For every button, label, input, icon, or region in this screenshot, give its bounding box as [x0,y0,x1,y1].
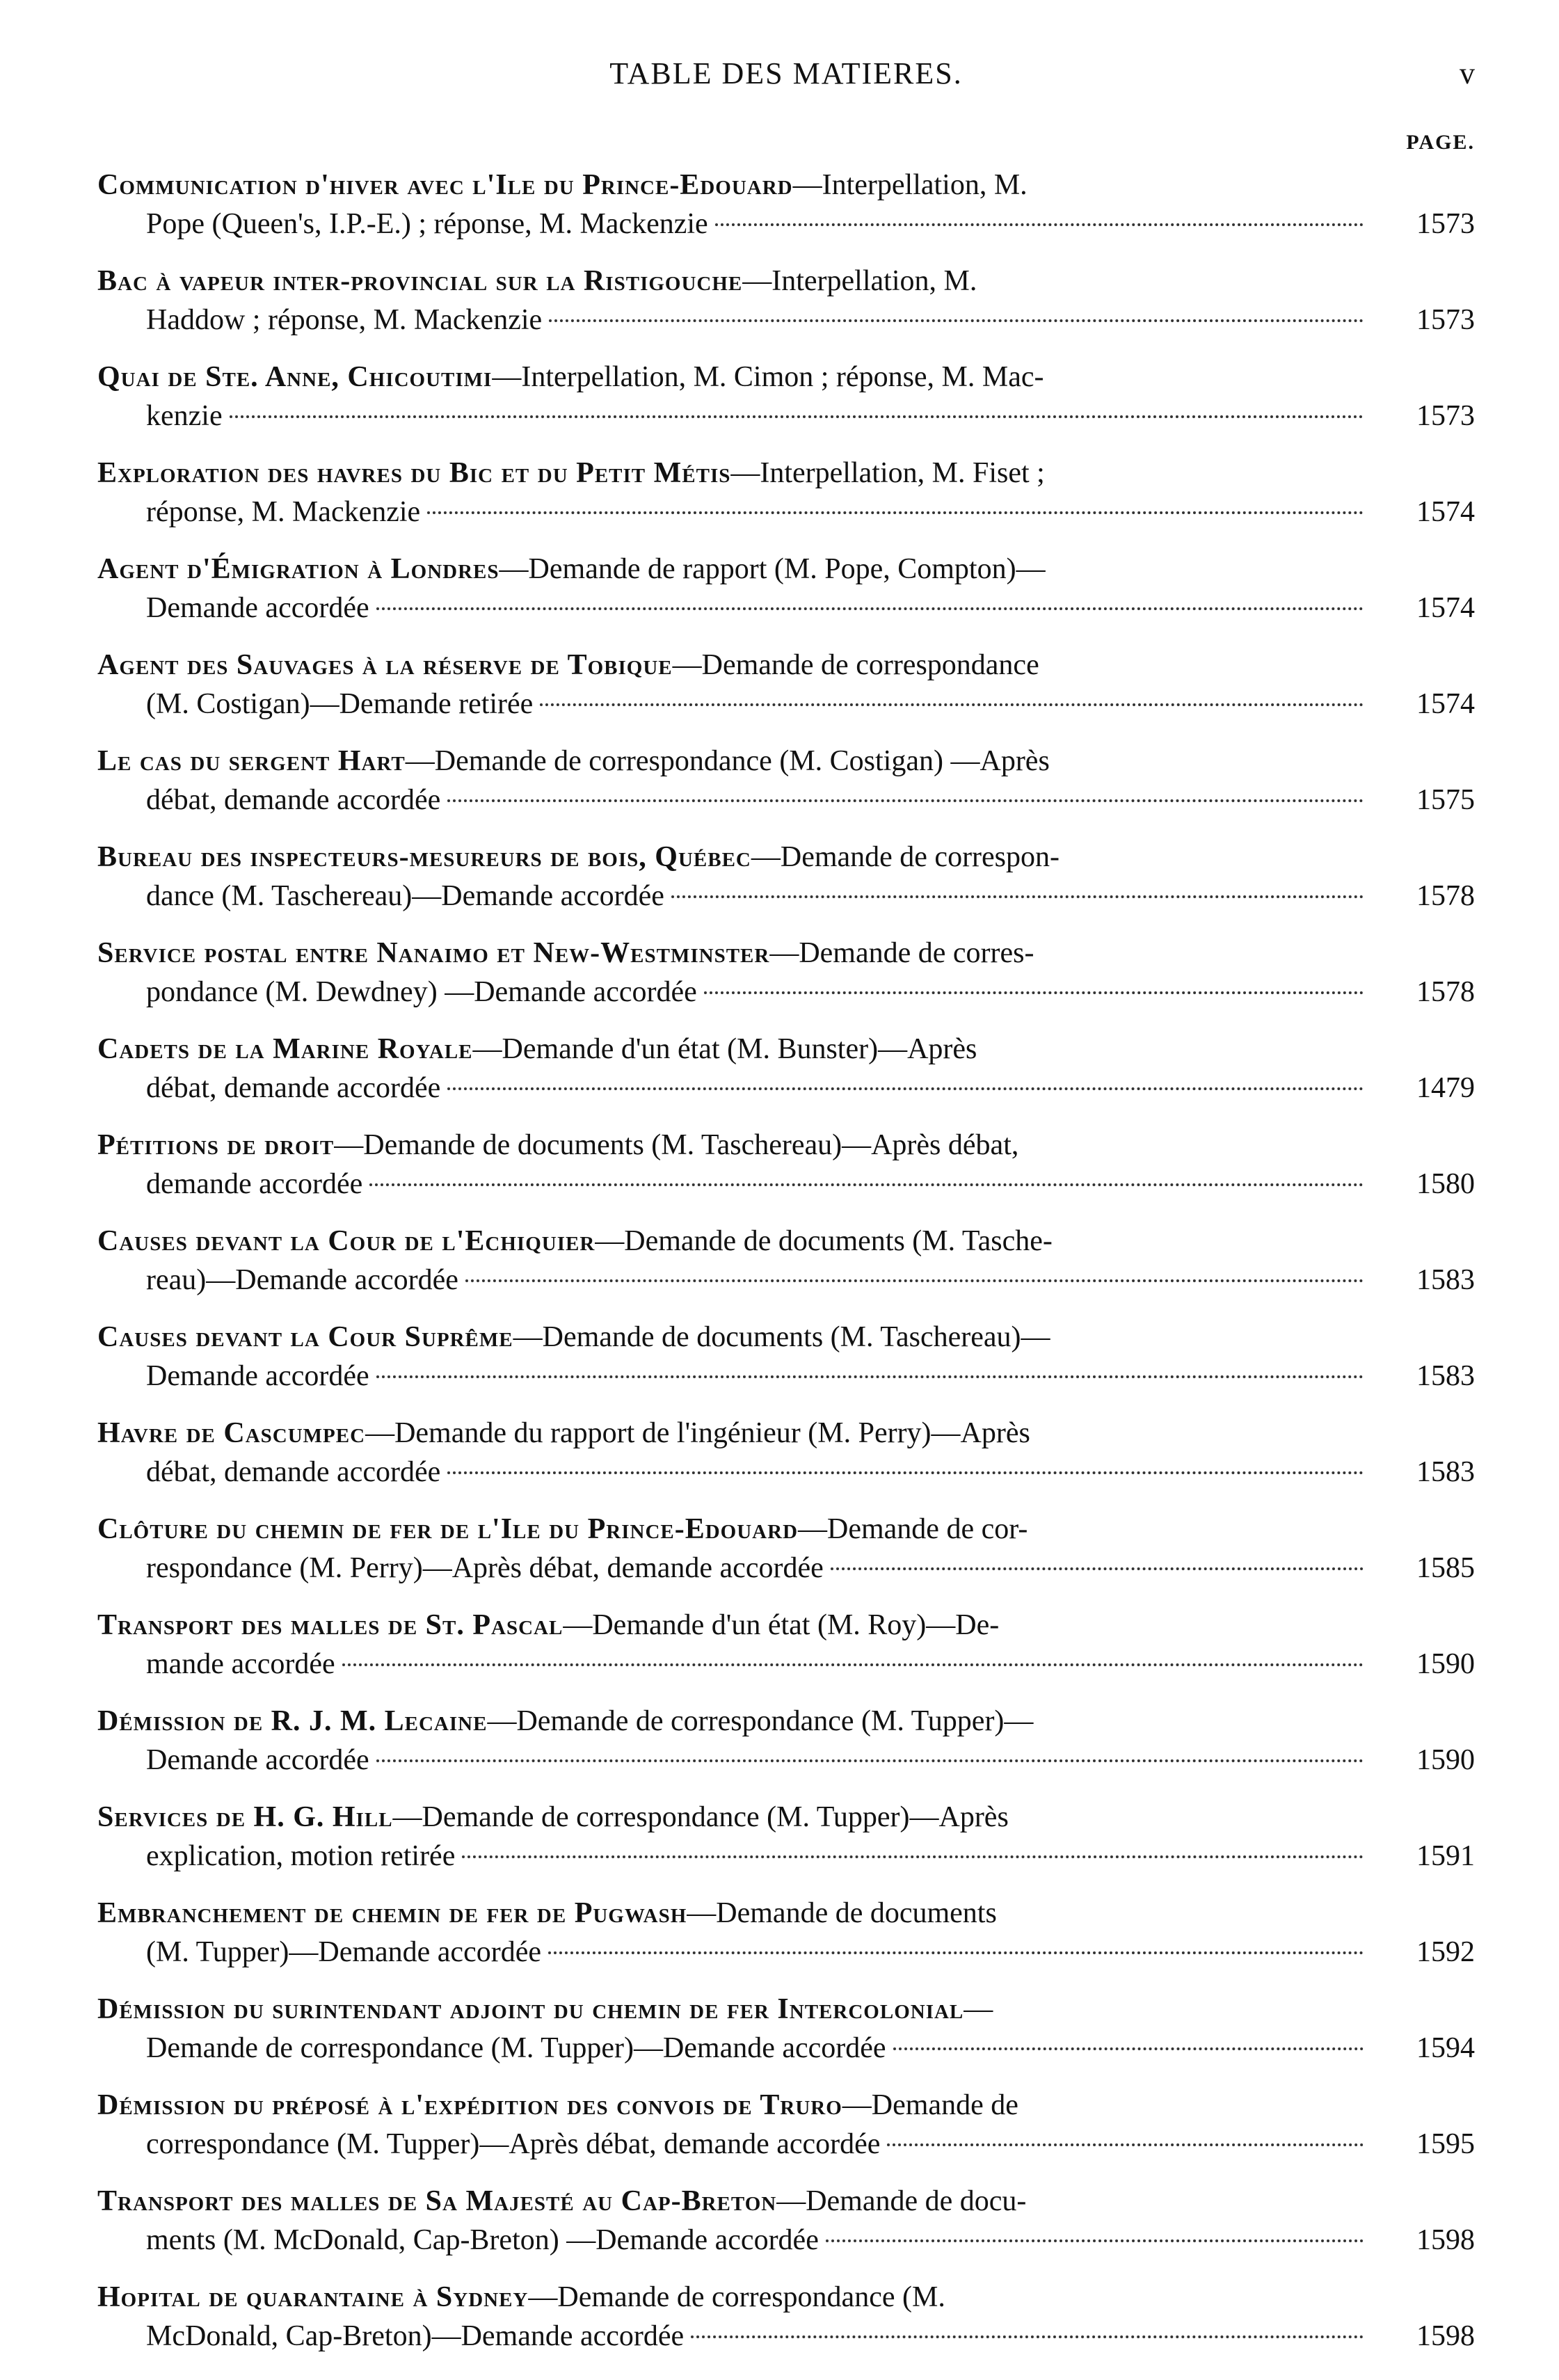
toc-entry-text: —Demande de cor- [798,1513,1028,1545]
toc-page-number: 1573 [1416,304,1475,336]
toc-entry-last-line [97,685,1370,724]
toc-entry-heading: Agent d'Émigration à Londres [97,553,499,585]
toc-entry-text: —Demande de rapport (M. Pope, Compton)— [499,553,1046,585]
toc-page-number: 1590 [1416,1744,1475,1776]
toc-entry-heading: Pétitions de droit [97,1129,335,1161]
toc-entries [97,166,1475,2356]
toc-page-number: 1583 [1416,1456,1475,1488]
toc-entry-heading: Exploration des havres du Bic et du Petit Métis [97,457,731,489]
toc-page-number: 1578 [1416,976,1475,1008]
toc-entry-first-line [97,2086,1370,2125]
toc-entry-text: — [964,1993,993,2025]
toc-entry-first-line [97,166,1370,205]
dot-leader [230,415,1364,418]
toc-page-number: 1574 [1416,496,1475,528]
toc-entry-first-line [97,1606,1370,1645]
dot-leader [447,1087,1364,1090]
toc-entry-heading: Causes devant la Cour de l'Echiquier [97,1225,595,1257]
dot-leader [691,2335,1364,2338]
toc-entry [97,1318,1475,1396]
toc-entry-text: —Demande de correspondance (M. Tupper)— [487,1705,1034,1737]
dot-leader [826,2239,1364,2242]
toc-entry-continuation: débat, demande accordée [146,1072,441,1104]
dot-leader [369,1183,1364,1186]
toc-entry [97,166,1475,243]
toc-entry-continuation: Haddow ; réponse, M. Mackenzie [146,304,543,336]
toc-page-number: 1574 [1416,688,1475,720]
toc-entry [97,550,1475,628]
toc-entry-continuation: reau)—Demande accordée [146,1264,458,1296]
dot-leader [376,1375,1364,1378]
toc-entry-text: —Interpellation, M. Cimon ; réponse, M. Mac- [492,361,1044,393]
toc-entry-continuation: dance (M. Taschereau)—Demande accordée [146,880,664,912]
toc-page-number: 1479 [1416,1072,1475,1104]
toc-entry-heading: Quai de Ste. Anne, Chicoutimi [97,361,493,393]
toc-entry-last-line [97,1837,1370,1876]
toc-entry [97,454,1475,532]
dot-leader [342,1663,1364,1666]
toc-entry-last-line [97,1357,1370,1396]
toc-entry-text: —Demande du rapport de l'ingénieur (M. Perry)—Après [365,1417,1030,1449]
toc-entry-last-line [97,1069,1370,1108]
toc-entry-last-line [97,397,1370,436]
toc-entry [97,1222,1475,1300]
toc-entry-first-line [97,1894,1370,1933]
toc-entry-first-line [97,2182,1370,2221]
toc-entry-text: —Demande de documents (M. Tasche- [595,1225,1053,1257]
toc-entry-last-line [97,877,1370,916]
toc-page-number: 1583 [1416,1264,1475,1296]
toc-entry-text: —Demande de correspondance (M. Tupper)—Après [392,1801,1009,1833]
toc-page-number: 1574 [1416,592,1475,624]
toc-entry-last-line [97,1741,1370,1780]
toc-entry [97,1990,1475,2068]
toc-entry-first-line [97,358,1370,397]
folio-number: v [1460,56,1475,90]
dot-leader [549,319,1364,322]
toc-entry-text: —Demande de correspon- [751,841,1060,873]
toc-entry-text: —Demande de docu- [776,2185,1027,2217]
running-head [97,56,1475,111]
toc-page-number: 1583 [1416,1360,1475,1392]
toc-entry [97,2086,1475,2164]
toc-page-number: 1598 [1416,2224,1475,2256]
toc-page-number: 1590 [1416,1648,1475,1680]
toc-entry-continuation: ments (M. McDonald, Cap-Breton) —Demande accordée [146,2224,819,2256]
toc-entry-first-line [97,1126,1370,1165]
document-page [97,56,1475,2351]
toc-entry-first-line [97,1702,1370,1741]
toc-entry [97,1606,1475,1684]
toc-entry [97,1126,1475,1204]
toc-entry-text: —Demande de documents (M. Taschereau)—Après débat, [334,1129,1019,1161]
toc-entry-text: —Demande de correspondance [672,649,1039,681]
toc-entry-first-line [97,1990,1370,2029]
toc-entry-heading: Transport des malles de Sa Majesté au Cap-Breton [97,2185,777,2217]
toc-entry-continuation: Demande accordée [146,1360,369,1392]
toc-entry-last-line [97,1549,1370,1588]
toc-entry [97,934,1475,1012]
toc-entry-last-line [97,973,1370,1012]
toc-entry-continuation: réponse, M. Mackenzie [146,496,421,528]
toc-entry-continuation: McDonald, Cap-Breton)—Demande accordée [146,2320,685,2352]
toc-entry-first-line [97,1510,1370,1549]
toc-entry-heading: Communication d'hiver avec l'Ile du Prince-Edouard [97,169,793,201]
toc-entry [97,646,1475,724]
toc-entry-heading: Bureau des inspecteurs-mesureurs de bois, Québec [97,841,751,873]
toc-entry-first-line [97,742,1370,781]
toc-entry-last-line [97,1645,1370,1684]
toc-entry [97,358,1475,436]
toc-entry-text: —Demande d'un état (M. Bunster)—Après [472,1033,977,1065]
toc-entry-continuation: débat, demande accordée [146,1456,441,1488]
toc-entry [97,1414,1475,1492]
toc-entry-last-line [97,1933,1370,1972]
toc-entry-text: —Demande de correspondance (M. Costigan) —Après [405,745,1050,777]
toc-entry-heading: Démission de R. J. M. Lecaine [97,1705,488,1737]
dot-leader [887,2143,1364,2146]
toc-page-number: 1598 [1416,2320,1475,2352]
toc-entry-heading: Cadets de la Marine Royale [97,1033,473,1065]
page-title: TABLE DES MATIERES. [609,56,963,90]
toc-entry-text: —Interpellation, M. [792,169,1028,201]
toc-entry-heading: Bac à vapeur inter-provincial sur la Ristigouche [97,265,743,297]
toc-entry-first-line [97,1222,1370,1261]
dot-leader [447,1471,1364,1474]
dot-leader [427,511,1364,514]
toc-entry [97,1510,1475,1588]
toc-entry-continuation: Pope (Queen's, I.P.-E.) ; réponse, M. Mackenzie [146,208,708,240]
toc-entry-heading: Démission du surintendant adjoint du chemin de fer Intercolonial [97,1993,964,2025]
toc-entry-continuation: correspondance (M. Tupper)—Après débat, demande accordée [146,2128,881,2160]
toc-entry-first-line [97,1318,1370,1357]
toc-entry-continuation: Demande accordée [146,1744,369,1776]
toc-entry-heading: Services de H. G. Hill [97,1801,393,1833]
toc-entry-last-line [97,589,1370,628]
toc-entry-continuation: (M. Tupper)—Demande accordée [146,1936,541,1968]
toc-entry-text: —Demande d'un état (M. Roy)—De- [563,1609,1000,1641]
toc-entry-first-line [97,1030,1370,1069]
toc-entry [97,2278,1475,2356]
toc-entry-first-line [97,550,1370,589]
toc-page-number: 1573 [1416,400,1475,432]
toc-page-number: 1595 [1416,2128,1475,2160]
dot-leader [465,1279,1364,1282]
toc-entry [97,1894,1475,1972]
toc-entry [97,1798,1475,1876]
toc-entry-first-line [97,646,1370,685]
dot-leader [671,895,1364,898]
toc-page-number: 1592 [1416,1936,1475,1968]
toc-entry-text: —Interpellation, M. Fiset ; [730,457,1045,489]
toc-page-number: 1591 [1416,1840,1475,1872]
toc-entry [97,262,1475,340]
toc-entry-continuation: explication, motion retirée [146,1840,456,1872]
toc-entry-first-line [97,1798,1370,1837]
toc-entry [97,1702,1475,1780]
toc-entry-last-line [97,1261,1370,1300]
toc-entry-text: —Demande de documents [687,1897,997,1929]
toc-entry-first-line [97,2278,1370,2317]
toc-entry-continuation: Demande de correspondance (M. Tupper)—Demande accordée [146,2032,886,2064]
toc-entry-text: —Interpellation, M. [742,265,977,297]
toc-entry-last-line [97,2317,1370,2356]
dot-leader [893,2047,1364,2050]
dot-leader [540,703,1364,706]
toc-entry-last-line [97,205,1370,243]
toc-entry-last-line [97,1165,1370,1204]
toc-entry [97,1030,1475,1108]
toc-entry-last-line [97,781,1370,820]
dot-leader [447,799,1364,802]
toc-page-number: 1575 [1416,784,1475,816]
toc-entry-heading: Transport des malles de St. Pascal [97,1609,563,1641]
toc-entry-text: —Demande de documents (M. Taschereau)— [513,1321,1050,1353]
toc-entry-heading: Agent des Sauvages à la réserve de Tobique [97,649,673,681]
toc-entry-heading: Causes devant la Cour Suprême [97,1321,513,1353]
toc-entry-continuation: Demande accordée [146,592,369,624]
toc-entry-continuation: (M. Costigan)—Demande retirée [146,688,534,720]
dot-leader [376,607,1364,610]
toc-entry-text: —Demande de [842,2089,1018,2121]
toc-entry-last-line [97,2221,1370,2260]
toc-entry-first-line [97,454,1370,493]
toc-entry-first-line [97,838,1370,877]
toc-entry-continuation: mande accordée [146,1648,335,1680]
toc-entry-heading: Le cas du sergent Hart [97,745,406,777]
toc-entry-heading: Embranchement de chemin de fer de Pugwash [97,1897,687,1929]
toc-entry-text: —Demande de corres- [769,937,1034,969]
toc-entry [97,838,1475,916]
toc-entry [97,2182,1475,2260]
toc-entry-continuation: demande accordée [146,1168,363,1200]
toc-entry-first-line [97,262,1370,301]
toc-entry [97,742,1475,820]
toc-entry-continuation: kenzie [146,400,223,432]
toc-entry-text: —Demande de correspondance (M. [528,2281,945,2313]
dot-leader [704,991,1364,994]
toc-page-number: 1578 [1416,880,1475,912]
toc-entry-last-line [97,1453,1370,1492]
dot-leader [831,1567,1364,1570]
toc-entry-first-line [97,934,1370,973]
toc-page-number: 1585 [1416,1552,1475,1584]
dot-leader [548,1951,1364,1954]
dot-leader [462,1855,1364,1858]
toc-entry-last-line [97,2029,1370,2068]
toc-page-number: 1594 [1416,2032,1475,2064]
toc-entry-last-line [97,493,1370,532]
toc-entry-first-line [97,1414,1370,1453]
dot-leader [376,1759,1364,1762]
toc-entry-heading: Démission du préposé à l'expédition des convois de Truro [97,2089,842,2121]
toc-entry-heading: Clôture du chemin de fer de l'Ile du Prince-Edouard [97,1513,799,1545]
toc-entry-heading: Hopital de quarantaine à Sydney [97,2281,529,2313]
toc-page-number: 1580 [1416,1168,1475,1200]
toc-entry-heading: Havre de Cascumpec [97,1417,366,1449]
toc-entry-last-line [97,2125,1370,2164]
dot-leader [715,223,1364,226]
toc-entry-continuation: pondance (M. Dewdney) —Demande accordée [146,976,697,1008]
toc-entry-heading: Service postal entre Nanaimo et New-Westminster [97,937,770,969]
toc-entry-continuation: débat, demande accordée [146,784,441,816]
toc-entry-last-line [97,301,1370,340]
page-column-label: PAGE. [1406,131,1475,154]
toc-entry-continuation: respondance (M. Perry)—Après débat, demande accordée [146,1552,824,1584]
toc-page-number: 1573 [1416,208,1475,240]
